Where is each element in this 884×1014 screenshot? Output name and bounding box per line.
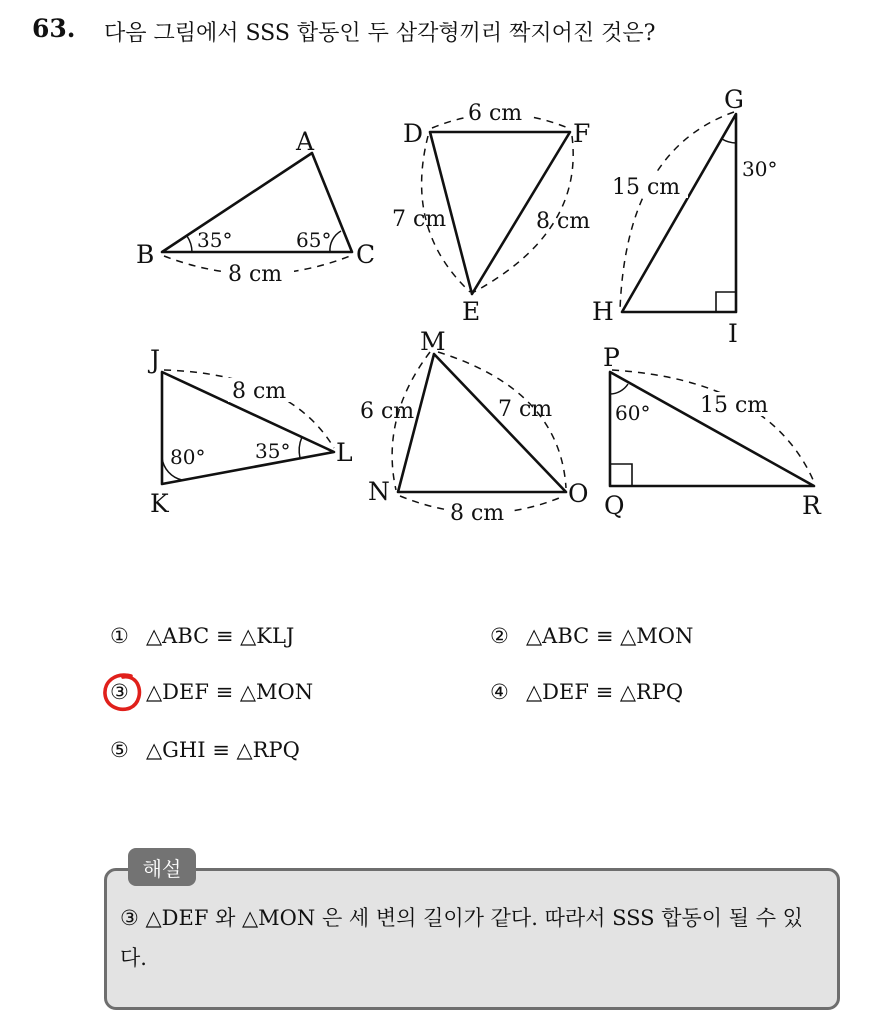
side-label-gh: 15 cm [612,175,681,200]
choice-3-mark: ③ [110,680,129,704]
choice-3-text: △DEF ≡ △MON [146,680,314,704]
vertex-label-k: K [150,489,169,518]
angle-label-k: 80° [170,445,206,469]
side-label-mo: 7 cm [498,397,553,422]
vertex-label-o: O [568,479,589,508]
vertex-label-g: G [724,85,744,114]
question-number: 63. [32,14,76,43]
side-label-fe: 8 cm [536,209,591,234]
dashed-arc-pr [612,370,814,482]
vertex-label-c: C [356,240,376,269]
angle-arc-p [610,384,628,394]
choice-2-mark: ② [490,624,509,648]
right-angle-mark-i [716,292,736,312]
triangle-pqr [603,343,822,520]
answer-circle-mark [101,670,145,714]
triangle-def [392,100,590,326]
angle-arc-g [722,139,736,143]
triangle-abc [136,127,375,287]
triangle-ghi [592,85,777,348]
vertex-label-n: N [368,477,390,506]
choice-5-mark: ⑤ [110,738,129,762]
side-label-pr: 15 cm [700,393,769,418]
vertex-label-h: H [592,297,614,326]
vertex-label-l: L [336,438,353,467]
vertex-label-m: M [420,327,446,356]
choice-5[interactable] [110,738,300,762]
right-angle-mark-q [610,464,632,486]
vertex-label-f: F [573,119,591,148]
vertex-label-b: B [136,240,155,269]
vertex-label-p: P [603,343,620,372]
choice-4[interactable] [490,680,683,704]
angle-arc-b [187,236,192,252]
vertex-label-j: J [150,345,161,374]
choice-5-text: △GHI ≡ △RPQ [146,738,300,762]
choice-4-mark: ④ [490,680,509,704]
choice-2-text: △ABC ≡ △MON [526,624,694,648]
question-text: 다음 그림에서 SSS 합동인 두 삼각형끼리 짝지어진 것은? [104,21,656,46]
angle-label-p: 60° [615,401,651,425]
side-label-no: 8 cm [450,501,505,526]
angle-arc-l [299,437,302,458]
side-label-mn: 6 cm [360,399,415,424]
choice-1[interactable] [110,624,294,648]
angle-label-g: 30° [742,157,778,181]
angle-label-l: 35° [255,439,291,463]
vertex-label-q: Q [604,491,625,520]
vertex-label-i: I [728,319,738,348]
vertex-label-a: A [296,127,315,156]
angle-arc-c [330,231,341,252]
side-label-de: 7 cm [392,207,447,232]
choice-4-text: △DEF ≡ △RPQ [526,680,684,704]
triangle-jkl [147,345,353,518]
side-label-df: 6 cm [468,101,523,126]
choice-1-text: △ABC ≡ △KLJ [146,624,295,648]
angle-label-b: 35° [197,228,233,252]
angle-label-c: 65° [296,228,332,252]
solution-text: ③ △DEF 와 △MON 은 세 변의 길이가 같다. 따라서 SSS 합동이 될 수 있다. [120,906,803,970]
choice-1-mark: ① [110,624,129,648]
vertex-label-d: D [403,119,424,148]
side-label-bc: 8 cm [228,262,283,287]
vertex-label-e: E [462,297,481,326]
side-label-jl: 8 cm [232,379,287,404]
solution-tag: 해설 [128,848,196,886]
triangle-mno [360,327,589,526]
dashed-arc-gh [620,112,734,310]
choice-2[interactable] [490,624,693,648]
vertex-label-r: R [802,491,821,520]
